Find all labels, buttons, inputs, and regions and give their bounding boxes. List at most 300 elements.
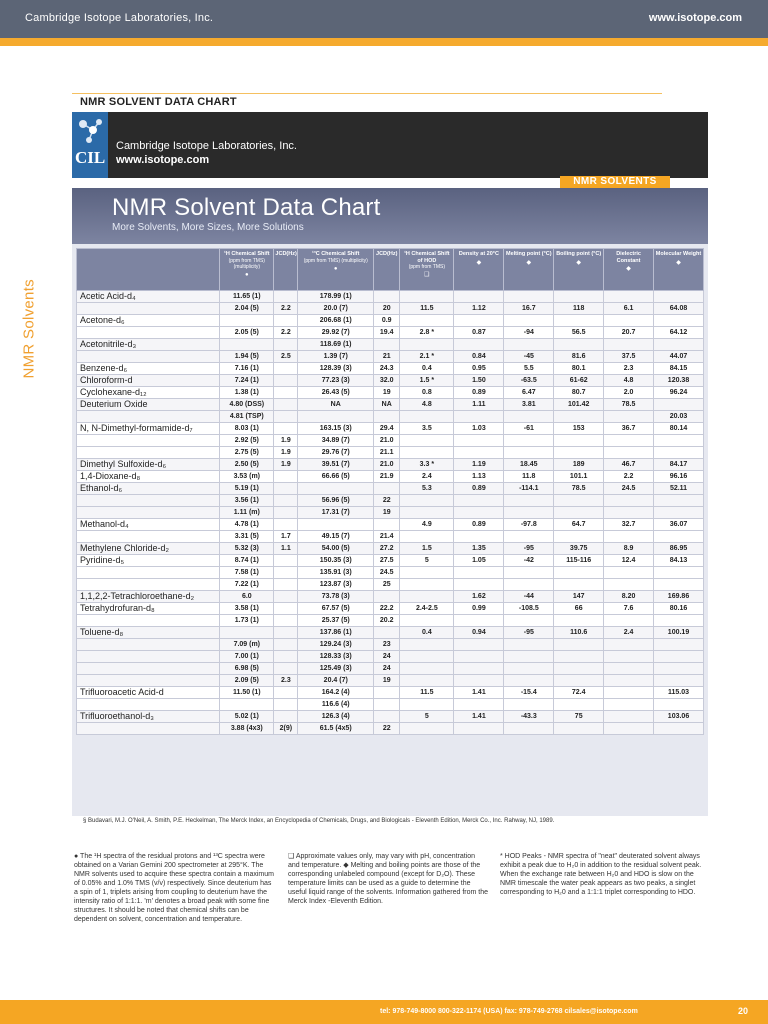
solvent-name xyxy=(77,531,220,543)
table-cell: 8.9 xyxy=(604,543,654,555)
banner-url[interactable]: www.isotope.com xyxy=(116,154,210,166)
solvent-name: Dimethyl Sulfoxide-d₆ xyxy=(77,459,220,471)
table-cell: 7.24 (1) xyxy=(220,375,274,387)
solvent-name: Trifluoroethanol-d₃ xyxy=(77,711,220,723)
table-cell: 19.4 xyxy=(374,327,400,339)
table-cell: 135.91 (3) xyxy=(298,567,374,579)
table-cell xyxy=(400,579,454,591)
table-cell xyxy=(654,399,704,411)
solvent-name: Pyridine-d₅ xyxy=(77,555,220,567)
table-cell xyxy=(504,579,554,591)
table-cell: 80.7 xyxy=(554,387,604,399)
table-cell: 128.39 (3) xyxy=(298,363,374,375)
header-title: Density at 20°C xyxy=(458,251,499,257)
solvent-name: Acetic Acid-d₄ xyxy=(77,291,220,303)
table-cell: 1.39 (7) xyxy=(298,351,374,363)
table-cell: 2(9) xyxy=(274,723,298,735)
table-cell xyxy=(274,495,298,507)
section-tag: NMR SOLVENTS xyxy=(560,176,670,188)
table-row xyxy=(77,471,704,483)
solvent-name xyxy=(77,675,220,687)
table-cell: -95 xyxy=(504,627,554,639)
table-cell: 2.0 xyxy=(604,387,654,399)
table-cell xyxy=(298,519,374,531)
table-cell: 5.3 xyxy=(400,483,454,495)
table-header xyxy=(454,249,504,291)
solvent-name: N, N-Dimethyl-formamide-d₇ xyxy=(77,423,220,435)
side-label-text: NMR Solvents xyxy=(20,279,38,379)
table-cell xyxy=(654,699,704,711)
table-cell: 0.8 xyxy=(400,387,454,399)
cil-banner xyxy=(72,112,708,178)
table-cell: 11.8 xyxy=(504,471,554,483)
table-cell xyxy=(654,663,704,675)
table-cell: 128.33 (3) xyxy=(298,651,374,663)
table-cell xyxy=(504,567,554,579)
header-title: JCD(Hz) xyxy=(275,251,297,257)
table-header xyxy=(400,249,454,291)
table-cell xyxy=(274,567,298,579)
table-cell: 27.2 xyxy=(374,543,400,555)
table-cell xyxy=(274,519,298,531)
table-cell xyxy=(554,651,604,663)
table-cell: 1.94 (5) xyxy=(220,351,274,363)
table-cell: 17.31 (7) xyxy=(298,507,374,519)
table-cell: 125.49 (3) xyxy=(298,663,374,675)
table-cell: 24.5 xyxy=(374,567,400,579)
table-cell: 29.92 (7) xyxy=(298,327,374,339)
table-cell: 118.69 (1) xyxy=(298,339,374,351)
table-cell xyxy=(604,579,654,591)
table-cell: 73.78 (3) xyxy=(298,591,374,603)
table-cell xyxy=(454,495,504,507)
table-cell: 26.43 (5) xyxy=(298,387,374,399)
table-cell xyxy=(504,339,554,351)
table-cell xyxy=(654,639,704,651)
table-cell xyxy=(604,339,654,351)
table-cell xyxy=(604,531,654,543)
table-cell xyxy=(374,483,400,495)
table-cell xyxy=(274,711,298,723)
table-cell: 6.98 (5) xyxy=(220,663,274,675)
website-link[interactable]: www.isotope.com xyxy=(648,12,742,24)
table-cell xyxy=(274,555,298,567)
table-cell xyxy=(274,471,298,483)
table-cell xyxy=(454,639,504,651)
table-cell: 77.23 (3) xyxy=(298,375,374,387)
table-row xyxy=(77,387,704,399)
table-cell: 4.81 (TSP) xyxy=(220,411,274,423)
table-cell xyxy=(400,339,454,351)
table-row xyxy=(77,555,704,567)
table-row xyxy=(77,399,704,411)
table-cell: 7.22 (1) xyxy=(220,579,274,591)
top-bar xyxy=(0,0,768,38)
table-cell: 1.1 xyxy=(274,543,298,555)
table-cell xyxy=(654,567,704,579)
table-cell xyxy=(274,663,298,675)
table-row xyxy=(77,423,704,435)
table-cell: 147 xyxy=(554,591,604,603)
table-cell xyxy=(400,435,454,447)
table-cell xyxy=(454,291,504,303)
solvent-name: Acetone-d₆ xyxy=(77,315,220,327)
table-cell xyxy=(604,699,654,711)
table-cell xyxy=(654,723,704,735)
table-cell: 0.9 xyxy=(374,315,400,327)
table-cell: 64.08 xyxy=(654,303,704,315)
header-solvent xyxy=(77,249,220,291)
table-cell xyxy=(654,495,704,507)
header-title: Boiling point (°C) xyxy=(556,251,602,257)
header-sub: (ppm from TMS) xyxy=(408,264,445,271)
table-cell xyxy=(554,411,604,423)
table-cell: 137.86 (1) xyxy=(298,627,374,639)
table-row xyxy=(77,303,704,315)
table-cell: 80.14 xyxy=(654,423,704,435)
table-cell xyxy=(504,651,554,663)
nmr-chart xyxy=(72,188,708,816)
table-cell xyxy=(400,663,454,675)
table-cell: 2.50 (5) xyxy=(220,459,274,471)
table-header xyxy=(604,249,654,291)
table-cell: 4.8 xyxy=(400,399,454,411)
table-row xyxy=(77,531,704,543)
table-cell xyxy=(604,567,654,579)
table-cell: -95 xyxy=(504,543,554,555)
solvent-name: Toluene-d₈ xyxy=(77,627,220,639)
header-mark: ◆ xyxy=(626,266,631,273)
table-cell xyxy=(554,699,604,711)
table-cell: 5 xyxy=(400,711,454,723)
table-cell: 115.03 xyxy=(654,687,704,699)
table-cell xyxy=(374,519,400,531)
header-mark: ❑ xyxy=(424,272,430,279)
table-cell: 169.86 xyxy=(654,591,704,603)
solvent-name xyxy=(77,435,220,447)
table-cell: 11.65 (1) xyxy=(220,291,274,303)
table-cell: 3.53 (m) xyxy=(220,471,274,483)
table-cell: 4.8 xyxy=(604,375,654,387)
table-header xyxy=(504,249,554,291)
table-cell: 11.50 (1) xyxy=(220,687,274,699)
molecule-icon xyxy=(75,116,105,146)
table-cell: 52.11 xyxy=(654,483,704,495)
table-cell: 6.1 xyxy=(604,303,654,315)
chart-title: NMR Solvent Data Chart xyxy=(112,194,381,221)
table-cell xyxy=(554,579,604,591)
table-cell: 0.95 xyxy=(454,363,504,375)
table-cell xyxy=(274,639,298,651)
table-cell: 5.19 (1) xyxy=(220,483,274,495)
table-cell xyxy=(454,435,504,447)
solvent-name: Deuterium Oxide xyxy=(77,399,220,411)
table-cell: 25.37 (5) xyxy=(298,615,374,627)
table-cell xyxy=(454,699,504,711)
table-cell xyxy=(504,435,554,447)
table-row xyxy=(77,711,704,723)
table-cell: 37.5 xyxy=(604,351,654,363)
solvent-name xyxy=(77,615,220,627)
table-cell xyxy=(220,339,274,351)
table-cell: 84.13 xyxy=(654,555,704,567)
table-cell: 0.89 xyxy=(454,483,504,495)
table-cell: 22.2 xyxy=(374,603,400,615)
table-cell: 80.16 xyxy=(654,603,704,615)
table-cell: 66.66 (5) xyxy=(298,471,374,483)
table-cell: 1.05 xyxy=(454,555,504,567)
table-cell: 129.24 (3) xyxy=(298,639,374,651)
table-cell: 29.76 (7) xyxy=(298,447,374,459)
logo-text: CIL xyxy=(75,148,106,167)
table-cell xyxy=(454,675,504,687)
header-mark: ◆ xyxy=(576,259,581,266)
table-header xyxy=(554,249,604,291)
table-cell xyxy=(274,315,298,327)
table-cell xyxy=(274,399,298,411)
table-cell: 25 xyxy=(374,579,400,591)
table-cell xyxy=(400,723,454,735)
table-cell: 4.80 (DSS) xyxy=(220,399,274,411)
table-cell xyxy=(374,411,400,423)
chart-header xyxy=(72,188,708,244)
table-cell xyxy=(654,435,704,447)
table-cell xyxy=(554,339,604,351)
table-cell xyxy=(554,447,604,459)
table-cell xyxy=(274,603,298,615)
table-cell: 24 xyxy=(374,651,400,663)
table-cell xyxy=(400,447,454,459)
table-cell xyxy=(504,507,554,519)
side-label xyxy=(14,250,38,380)
table-cell xyxy=(554,567,604,579)
table-cell xyxy=(604,675,654,687)
table-cell: 20.03 xyxy=(654,411,704,423)
table-cell xyxy=(504,675,554,687)
solvent-name xyxy=(77,699,220,711)
table-cell: 64.7 xyxy=(554,519,604,531)
table-row xyxy=(77,351,704,363)
table-cell: 2.04 (5) xyxy=(220,303,274,315)
table-cell: -97.8 xyxy=(504,519,554,531)
table-cell xyxy=(400,591,454,603)
table-cell: 1.19 xyxy=(454,459,504,471)
table-cell: -45 xyxy=(504,351,554,363)
table-cell xyxy=(604,651,654,663)
table-header xyxy=(220,249,274,291)
table-cell xyxy=(274,375,298,387)
table-row xyxy=(77,687,704,699)
table-cell xyxy=(400,411,454,423)
table-cell: 61-62 xyxy=(554,375,604,387)
footnote: § Budavari, M.J. O'Neil, A. Smith, P.E. Heckelman, The Merck Index, an Encyclopedia of Chemicals, Drugs, and Biologicals - Eleventh Edition, Merck Co., Inc. Rahway, NJ, 1989. xyxy=(83,818,555,824)
table-cell xyxy=(554,663,604,675)
table-cell xyxy=(400,315,454,327)
table-row xyxy=(77,591,704,603)
contact-info: tel: 978-749-8000 800-322-1174 (USA) fax: 978-749-2768 cilsales@isotope.com xyxy=(380,1008,638,1015)
header-title: ¹³C Chemical Shift xyxy=(312,251,360,257)
table-cell: 7.00 (1) xyxy=(220,651,274,663)
table-cell xyxy=(400,675,454,687)
solvent-name xyxy=(77,495,220,507)
table-cell: 72.4 xyxy=(554,687,604,699)
table-cell: 126.3 (4) xyxy=(298,711,374,723)
table-cell: 1.9 xyxy=(274,435,298,447)
table-header xyxy=(274,249,298,291)
table-cell xyxy=(554,315,604,327)
table-cell: 16.7 xyxy=(504,303,554,315)
table-cell: 19 xyxy=(374,507,400,519)
table-cell: 27.5 xyxy=(374,555,400,567)
table-cell xyxy=(400,291,454,303)
table-cell xyxy=(504,615,554,627)
table-cell xyxy=(454,339,504,351)
header-sub: (ppm from TMS) (multiplicity) xyxy=(303,257,368,264)
table-cell xyxy=(400,699,454,711)
table-cell xyxy=(454,531,504,543)
table-cell xyxy=(604,315,654,327)
table-cell xyxy=(274,291,298,303)
table-cell: 153 xyxy=(554,423,604,435)
table-cell: 5.32 (3) xyxy=(220,543,274,555)
table-cell: 1.73 (1) xyxy=(220,615,274,627)
table-cell: 101.1 xyxy=(554,471,604,483)
table-cell xyxy=(604,291,654,303)
table-cell: 206.68 (1) xyxy=(298,315,374,327)
table-cell xyxy=(374,339,400,351)
table-cell: -61 xyxy=(504,423,554,435)
table-row xyxy=(77,447,704,459)
table-cell: -63.5 xyxy=(504,375,554,387)
table-cell: 56.5 xyxy=(554,327,604,339)
table-cell xyxy=(400,507,454,519)
table-cell xyxy=(554,507,604,519)
solvent-name: 1,4-Dioxane-d₈ xyxy=(77,471,220,483)
table-cell: 46.7 xyxy=(604,459,654,471)
table-cell: 8.03 (1) xyxy=(220,423,274,435)
table-cell: 21.0 xyxy=(374,459,400,471)
table-cell xyxy=(274,339,298,351)
table-cell: 0.4 xyxy=(400,363,454,375)
solvent-name xyxy=(77,303,220,315)
solvent-name: Methylene Chloride-d₂ xyxy=(77,543,220,555)
table-cell: 86.95 xyxy=(654,543,704,555)
heading-rule xyxy=(72,93,662,94)
table-cell xyxy=(274,423,298,435)
table-cell xyxy=(400,651,454,663)
table-cell: 4.9 xyxy=(400,519,454,531)
header-mark: ◆ xyxy=(676,259,681,266)
table-cell: 36.07 xyxy=(654,519,704,531)
table-cell xyxy=(654,339,704,351)
table-cell xyxy=(554,723,604,735)
table-cell: 189 xyxy=(554,459,604,471)
table-cell xyxy=(604,495,654,507)
table-cell xyxy=(604,663,654,675)
table-cell xyxy=(554,675,604,687)
table-cell: 123.87 (3) xyxy=(298,579,374,591)
table-cell: 56.96 (5) xyxy=(298,495,374,507)
solvent-name xyxy=(77,651,220,663)
table-cell: 3.88 (4x3) xyxy=(220,723,274,735)
page-heading: NMR SOLVENT DATA CHART xyxy=(80,96,237,108)
table-cell: 11.5 xyxy=(400,303,454,315)
solvent-name: Acetonitrile-d₃ xyxy=(77,339,220,351)
table-cell xyxy=(454,579,504,591)
table-cell: 5.02 (1) xyxy=(220,711,274,723)
table-cell: 101.42 xyxy=(554,399,604,411)
table-row xyxy=(77,459,704,471)
table-cell xyxy=(374,711,400,723)
table-cell: 23 xyxy=(374,639,400,651)
table-row xyxy=(77,375,704,387)
table-cell: 150.35 (3) xyxy=(298,555,374,567)
table-cell: 3.58 (1) xyxy=(220,603,274,615)
table-cell xyxy=(504,447,554,459)
table-cell: 34.89 (7) xyxy=(298,435,374,447)
header-mark: ● xyxy=(244,271,249,278)
table-cell: 8.20 xyxy=(604,591,654,603)
table-cell xyxy=(454,651,504,663)
table-cell xyxy=(220,699,274,711)
table-cell xyxy=(604,435,654,447)
table-row xyxy=(77,483,704,495)
table-cell xyxy=(654,615,704,627)
solvent-name xyxy=(77,663,220,675)
table-cell xyxy=(604,639,654,651)
table-row xyxy=(77,327,704,339)
solvent-name: Cyclohexane-d₁₂ xyxy=(77,387,220,399)
table-row xyxy=(77,615,704,627)
table-cell xyxy=(220,315,274,327)
table-cell: -43.3 xyxy=(504,711,554,723)
table-cell: 6.47 xyxy=(504,387,554,399)
table-cell xyxy=(400,615,454,627)
table-cell xyxy=(274,411,298,423)
table-cell: NA xyxy=(298,399,374,411)
solvent-name: Tetrahydrofuran-d₈ xyxy=(77,603,220,615)
table-cell: 54.00 (5) xyxy=(298,543,374,555)
table-cell: 4.78 (1) xyxy=(220,519,274,531)
solvent-name xyxy=(77,567,220,579)
table-cell: 2.75 (5) xyxy=(220,447,274,459)
table-cell: 96.16 xyxy=(654,471,704,483)
table-row xyxy=(77,519,704,531)
table-cell: 3.31 (5) xyxy=(220,531,274,543)
table-cell: 64.12 xyxy=(654,327,704,339)
table-cell: 0.84 xyxy=(454,351,504,363)
header-title: ¹H Chemical Shift of HOD xyxy=(404,251,450,264)
table-cell: -42 xyxy=(504,555,554,567)
table-cell xyxy=(274,387,298,399)
table-cell xyxy=(454,663,504,675)
table-cell xyxy=(400,495,454,507)
table-cell xyxy=(504,639,554,651)
table-cell xyxy=(374,627,400,639)
table-cell xyxy=(654,651,704,663)
table-row xyxy=(77,663,704,675)
table-cell: 7.58 (1) xyxy=(220,567,274,579)
header-sub: (ppm from TMS) (multiplicity) xyxy=(228,257,265,270)
header-mark: ● xyxy=(333,265,338,272)
table-cell xyxy=(604,447,654,459)
table-row xyxy=(77,291,704,303)
table-cell: 20.4 (7) xyxy=(298,675,374,687)
table-cell: 24 xyxy=(374,663,400,675)
solvent-name xyxy=(77,579,220,591)
table-cell: 12.4 xyxy=(604,555,654,567)
table-cell: 1.38 (1) xyxy=(220,387,274,399)
